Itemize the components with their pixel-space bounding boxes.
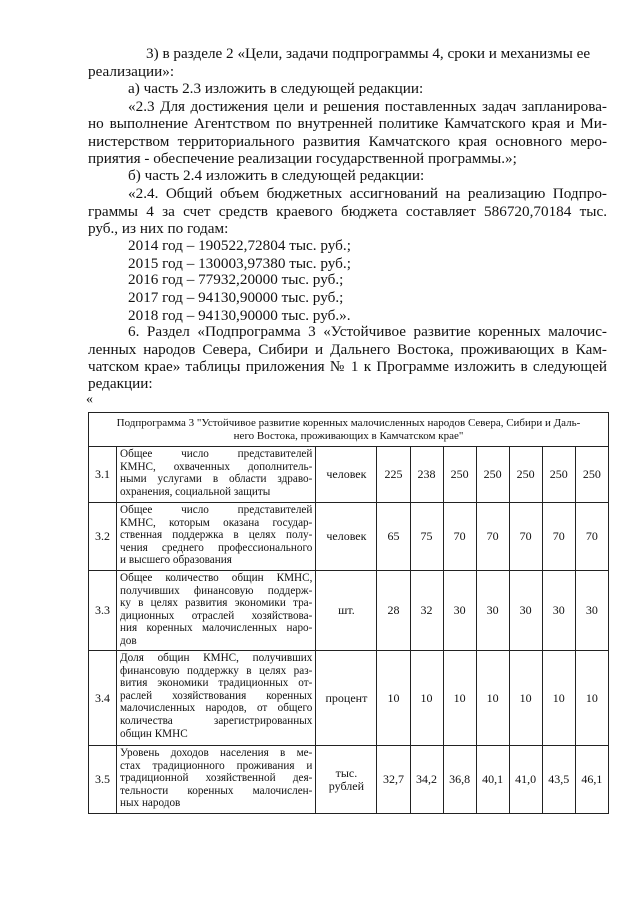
value-cell: 238 <box>410 447 443 503</box>
value-cell: 70 <box>443 503 476 571</box>
indicator-name-line: дов <box>120 634 137 647</box>
indicator-name-line: Общее число представителей <box>120 504 313 516</box>
paragraph-2-4-line3: руб., из них по годам: <box>88 220 229 238</box>
indicator-name-line: малочисленных народов, от общего <box>120 702 313 715</box>
indicator-name-line: КМНС, охваченных дополнитель- <box>120 460 313 473</box>
value-cell: 41,0 <box>509 746 542 814</box>
value-cell: 40,1 <box>476 746 509 814</box>
value-cell: 10 <box>542 651 575 746</box>
indicator-name-line: диционных отраслей хозяйствова- <box>120 609 313 622</box>
year-line: 2017 год – 94130,90000 тыс. руб.; <box>128 289 344 307</box>
value-cell: 30 <box>542 571 575 651</box>
indicator-name-line: охранения, социальной защиты <box>120 485 271 498</box>
paragraph-6-line2: ленных народов Севера, Сибири и Дальнего Востока, проживающих в Кам- <box>88 341 607 359</box>
unit-line: человек <box>326 529 367 544</box>
paragraph-2-4-line1: «2.4. Общий объем бюджетных ассигнований на реализацию Подпро- <box>128 185 607 203</box>
value-cell: 10 <box>476 651 509 746</box>
table-row <box>89 746 609 814</box>
value-cell: 75 <box>410 503 443 571</box>
paragraph-a: а) часть 2.3 изложить в следующей редакции: <box>128 80 424 98</box>
indicator-name-line: чения среднего профессионального <box>120 541 313 554</box>
paragraph-6-line4: редакции: <box>88 375 153 393</box>
paragraph-2-3-line3: нистерством территориального развития Камчатского края основного меро- <box>88 133 607 151</box>
value-cell: 30 <box>476 571 509 651</box>
indicators-table <box>88 412 609 814</box>
table-row <box>89 447 609 503</box>
value-cell: 32 <box>410 571 443 651</box>
year-line: 2015 год – 130003,97380 тыс. руб.; <box>128 254 351 272</box>
paragraph-3-line2: реализации»: <box>88 62 175 80</box>
indicator-name <box>117 503 316 571</box>
row-number: 3.1 <box>89 447 117 503</box>
value-cell: 250 <box>476 447 509 503</box>
table-title-line: него Востока, проживающих в Камчатском крае" <box>233 430 464 442</box>
indicator-name-line: ку в целях развития экономики тра- <box>120 597 313 610</box>
value-cell: 10 <box>443 651 476 746</box>
table-title <box>89 413 609 447</box>
indicator-name-line: Общее число представителей <box>120 448 313 460</box>
indicator-name-line: раслей хозяйствования коренных <box>120 689 313 702</box>
value-cell: 10 <box>377 651 410 746</box>
value-cell: 10 <box>410 651 443 746</box>
unit-cell <box>316 651 377 746</box>
paragraph-2-3-line2: но выполнение Агентством по внутренней политике Камчатского края и Ми- <box>88 115 607 133</box>
value-cell: 10 <box>575 651 608 746</box>
paragraph-b: б) часть 2.4 изложить в следующей редакции: <box>128 167 425 185</box>
indicator-name <box>117 651 316 746</box>
unit-line: рублей <box>328 778 365 793</box>
value-cell: 70 <box>476 503 509 571</box>
year-line: 2018 год – 94130,90000 тыс. руб.». <box>128 306 351 324</box>
unit-line: процент <box>325 690 368 705</box>
indicator-name-line: Уровень доходов населения в ме- <box>120 747 313 759</box>
table-title-line: Подпрограмма 3 "Устойчивое развитие коренных малочисленных народов Севера, Сибири и Даль- <box>116 417 581 429</box>
indicator-name <box>117 746 316 814</box>
unit-line: тыс. <box>335 765 358 780</box>
row-number: 3.5 <box>89 746 117 814</box>
unit-cell <box>316 571 377 651</box>
indicator-name-line: вития экономики традиционных от- <box>120 677 313 690</box>
paragraph-2-3-line1: «2.3 Для достижения цели и решения поставленных задач запланирова- <box>128 97 607 115</box>
indicator-name-line: Общее количество общин КМНС, <box>120 572 313 584</box>
value-cell: 46,1 <box>575 746 608 814</box>
indicator-name-line: ния коренных малочисленных наро- <box>120 622 313 635</box>
indicator-name-line: ственная поддержка в целях полу- <box>120 529 313 542</box>
value-cell: 70 <box>509 503 542 571</box>
indicator-name-line: стах традиционного проживания и <box>120 759 313 772</box>
indicator-name <box>117 571 316 651</box>
value-cell: 65 <box>377 503 410 571</box>
paragraph-6-line1: 6. Раздел «Подпрограмма 3 «Устойчивое развитие коренных малочис- <box>128 323 607 341</box>
row-number: 3.3 <box>89 571 117 651</box>
paragraph-2-3-line4: приятия - обеспечение реализации государственной программы.»; <box>88 149 517 167</box>
year-line: 2014 год – 190522,72804 тыс. руб.; <box>128 237 351 255</box>
paragraph-3-line1: 3) в разделе 2 «Цели, задачи подпрограммы 4, сроки и механизмы ее <box>146 45 591 62</box>
paragraph-6-line3: чатском крае» таблицы приложения № 1 к Программе изложить в следующей <box>88 357 607 375</box>
indicator-name-line: традиционной хозяйственной дея- <box>120 772 313 785</box>
indicator-name-line: финансовую поддержку в целях раз- <box>120 664 313 677</box>
unit-cell <box>316 447 377 503</box>
indicator-name-line: тельности коренных малочислен- <box>120 784 313 797</box>
value-cell: 30 <box>509 571 542 651</box>
value-cell: 250 <box>542 447 575 503</box>
row-number: 3.4 <box>89 651 117 746</box>
value-cell: 43,5 <box>542 746 575 814</box>
value-cell: 70 <box>575 503 608 571</box>
value-cell: 250 <box>509 447 542 503</box>
indicator-name <box>117 447 316 503</box>
row-number: 3.2 <box>89 503 117 571</box>
unit-cell <box>316 503 377 571</box>
indicator-name-line: КМНС, которым оказана государ- <box>120 516 313 529</box>
value-cell: 10 <box>509 651 542 746</box>
indicator-name-line: количества зарегистрированных <box>120 714 313 727</box>
value-cell: 28 <box>377 571 410 651</box>
indicator-name-line: ными услугами в области здраво- <box>120 473 313 486</box>
indicator-name-line: Доля общин КМНС, получивших <box>120 652 313 664</box>
paragraph-2-4-line2: граммы 4 за счет средств краевого бюджета составляет 586720,70184 тыс. <box>88 202 607 220</box>
unit-line: шт. <box>338 603 355 618</box>
table-row <box>89 503 609 571</box>
value-cell: 250 <box>575 447 608 503</box>
table-opening-quote: « <box>86 392 93 407</box>
indicator-name-line: ных народов <box>120 797 181 810</box>
indicator-name-line: и высшего образования <box>120 554 232 567</box>
table-row <box>89 651 609 746</box>
indicator-name-line: общин КМНС <box>120 727 188 740</box>
value-cell: 30 <box>443 571 476 651</box>
value-cell: 36,8 <box>443 746 476 814</box>
value-cell: 225 <box>377 447 410 503</box>
value-cell: 32,7 <box>377 746 410 814</box>
unit-cell <box>316 746 377 814</box>
value-cell: 34,2 <box>410 746 443 814</box>
value-cell: 250 <box>443 447 476 503</box>
value-cell: 70 <box>542 503 575 571</box>
year-line: 2016 год – 77932,20000 тыс. руб.; <box>128 271 344 289</box>
unit-line: человек <box>326 467 367 482</box>
indicator-name-line: получивших финансовую поддерж- <box>120 584 313 597</box>
table-row <box>89 571 609 651</box>
value-cell: 30 <box>575 571 608 651</box>
